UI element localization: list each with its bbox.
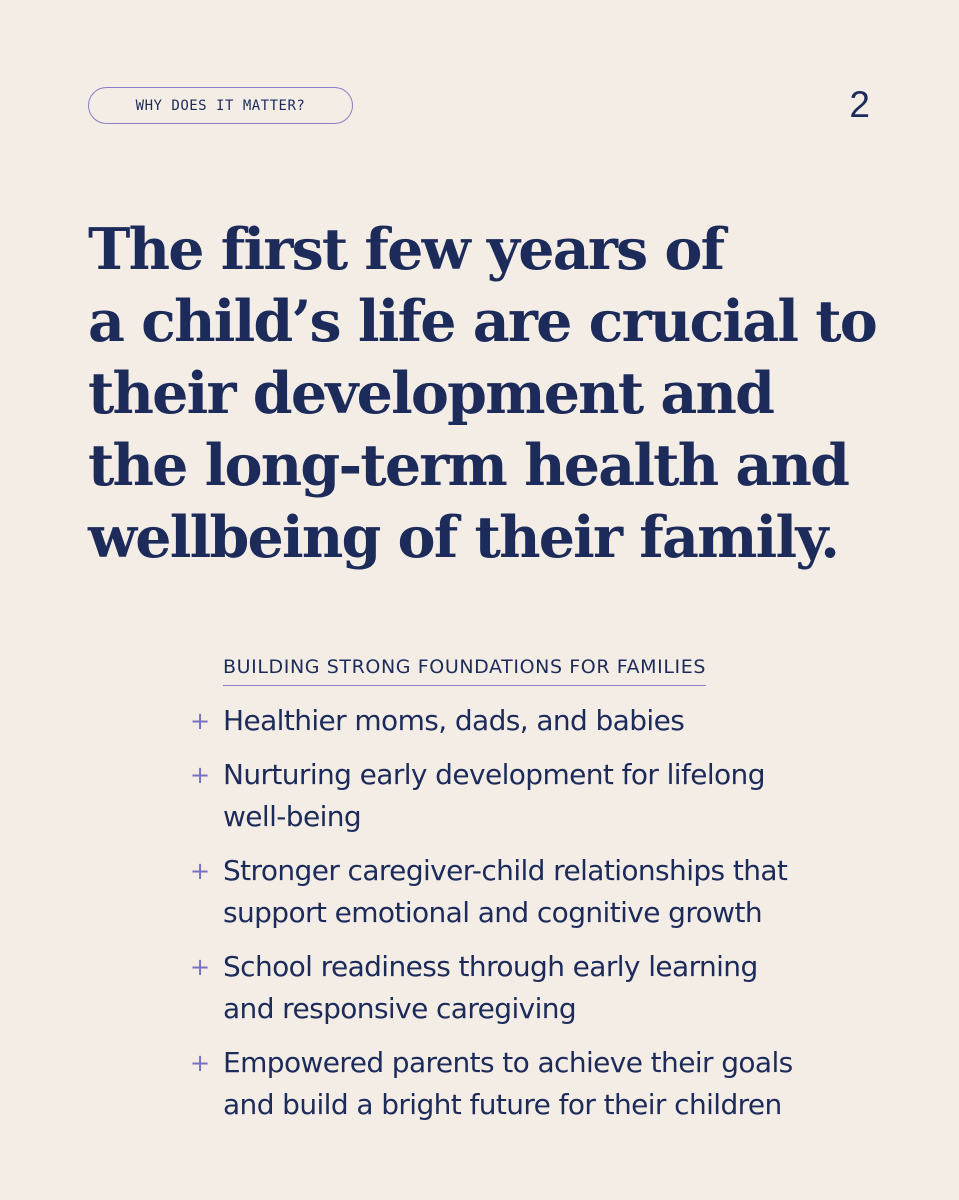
headline-line: a child’s life are crucial to <box>88 288 876 355</box>
list-item <box>190 754 870 838</box>
list-item <box>190 946 870 1030</box>
headline <box>88 214 888 574</box>
benefit-text: Empowered parents to achieve their goals and build a bright future for their children <box>223 1046 793 1121</box>
plus-icon: + <box>190 707 211 735</box>
list-item <box>190 700 870 742</box>
section-tag: WHY DOES IT MATTER? <box>88 87 353 124</box>
list-item <box>190 850 870 934</box>
list-item <box>190 1042 870 1126</box>
benefit-text: Stronger caregiver-child relationships that support emotional and cognitive growth <box>223 854 788 929</box>
headline-line: wellbeing of their family. <box>88 504 839 571</box>
plus-icon: + <box>190 761 211 789</box>
benefit-text: Healthier moms, dads, and babies <box>223 704 685 737</box>
plus-icon: + <box>190 1049 211 1077</box>
headline-line: their development and <box>88 360 774 427</box>
plus-icon: + <box>190 953 211 981</box>
section-heading: BUILDING STRONG FOUNDATIONS FOR FAMILIES <box>223 656 706 686</box>
plus-icon: + <box>190 857 211 885</box>
benefit-list <box>190 700 870 1126</box>
headline-line: the long-term health and <box>88 432 849 499</box>
page-number: 2 <box>849 84 870 125</box>
foundations-section <box>190 656 870 1138</box>
benefit-text: Nurturing early development for lifelong well-being <box>223 758 765 833</box>
headline-line: The first few years of <box>88 216 724 283</box>
benefit-text: School readiness through early learning and responsive caregiving <box>223 950 758 1025</box>
